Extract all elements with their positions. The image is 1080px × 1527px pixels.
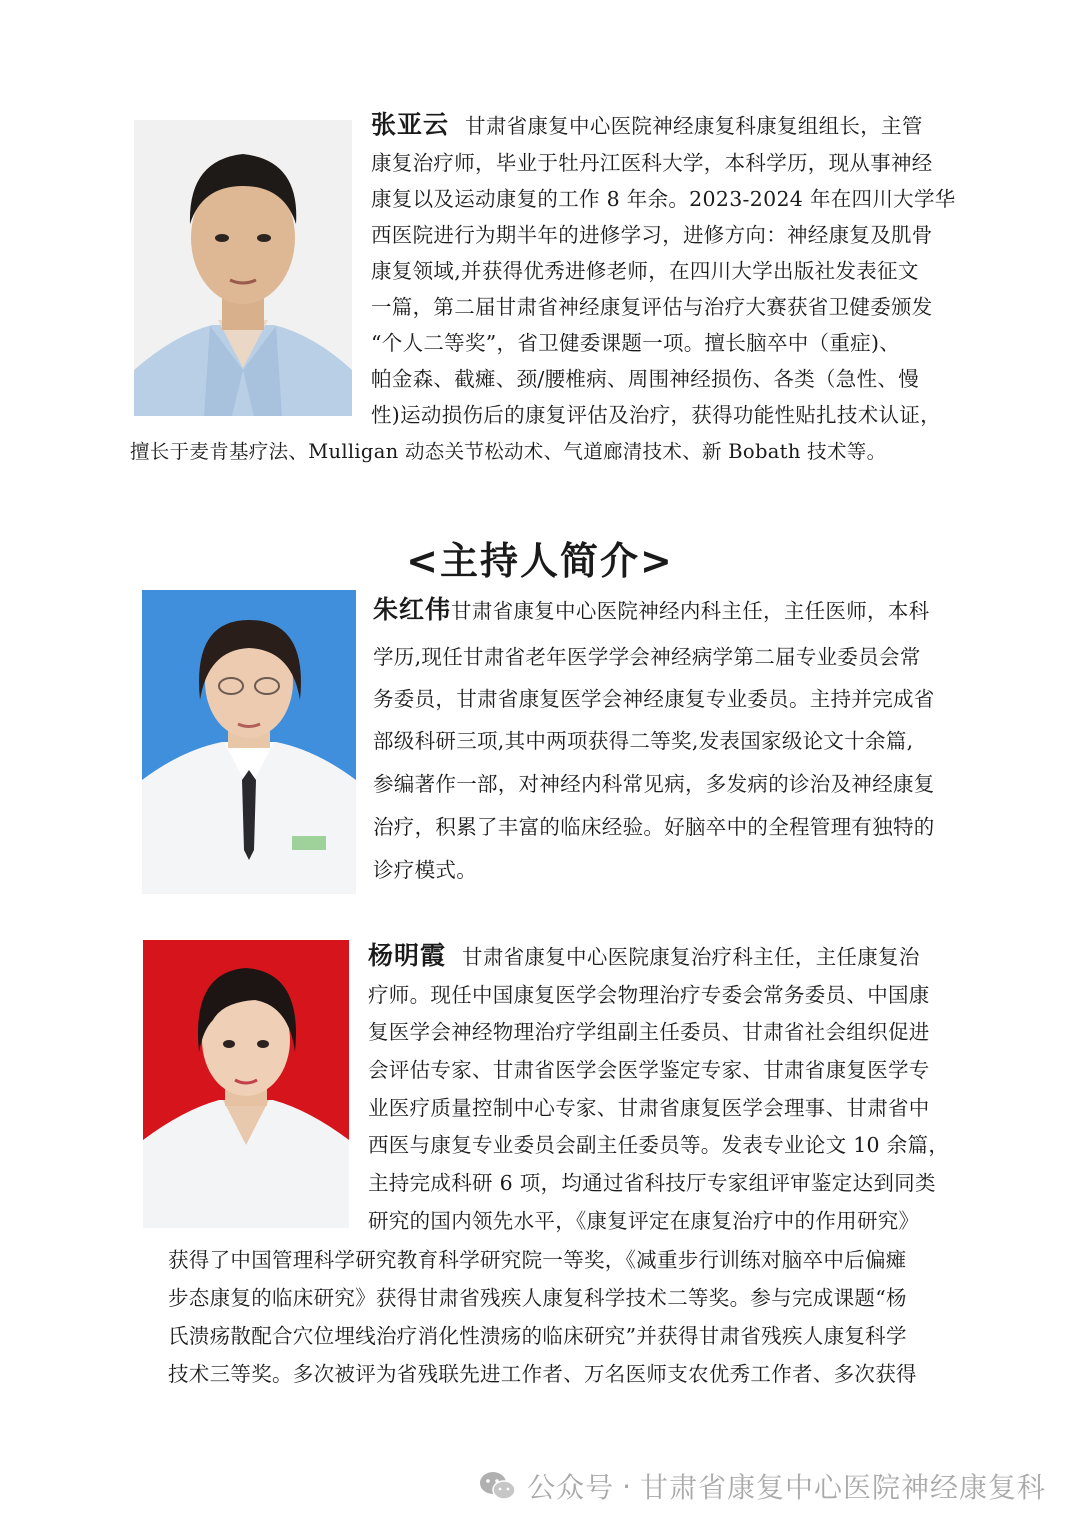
- watermark-label: 公众号: [527, 1471, 615, 1504]
- bio-yang-line-3: 复医学会神经物理治疗学组副主任委员、甘肃省社会组织促进: [368, 1020, 930, 1044]
- bio-zhu-line-4: 部级科研三项,其中两项获得二等奖,发表国家级论文十余篇,: [373, 729, 914, 753]
- portrait-photo-zhu: [142, 590, 356, 894]
- portrait-yang-graphic: [143, 940, 349, 1228]
- person-name-zhu: 朱红伟: [373, 595, 452, 624]
- bio-yang-line-4: 会评估专家、甘肃省医学会医学鉴定专家、甘肃省康复医学专: [368, 1058, 930, 1082]
- bio-yang-line-9: 获得了中国管理科学研究教育科学研究院一等奖，《减重步行训练对脑卒中后偏瘫: [168, 1248, 907, 1272]
- bio-yang-line-2: 疗师。现任中国康复医学会物理治疗专委会常务委员、中国康: [368, 983, 930, 1007]
- bio-zhang-line-7: “个人二等奖”，省卫健委课题一项。擅长脑卒中（重症)、: [371, 331, 901, 355]
- bio-zhang-line-5: 康复领域,并获得优秀进修老师，在四川大学出版社发表征文: [371, 259, 919, 283]
- bio-zhang-line-1: [371, 112, 923, 137]
- wechat-account-watermark: [479, 1466, 1046, 1506]
- person-name-yang: 杨明霞: [368, 941, 447, 970]
- bio-zhang-line-2: 康复治疗师，毕业于牡丹江医科大学，本科学历，现从事神经: [371, 151, 933, 175]
- bio-zhang-line-10: 擅长于麦肯基疗法、Mulligan 动态关节松动术、气道廊清技术、新 Bobath 技术等。: [130, 440, 887, 463]
- section-title: <主持人简介>: [406, 539, 674, 583]
- bio-yang-line-5: 业医疗质量控制中心专家、甘肃省康复医学会理事、甘肃省中: [368, 1096, 930, 1120]
- portrait-photo-zhang: [134, 120, 352, 416]
- bio-zhu-line-7: 诊疗模式。: [373, 858, 477, 882]
- bio-zhu-line-2: 学历,现任甘肃省老年医学学会神经病学第二届专业委员会常: [373, 645, 921, 669]
- bio-yang-line-10: 步态康复的临床研究》获得甘肃省残疾人康复科学技术二等奖。参与完成课题“杨: [168, 1286, 907, 1310]
- portrait-zhang-graphic: [134, 120, 352, 416]
- bio-zhu-line-1: [373, 597, 929, 622]
- watermark-account-name: 甘肃省康复中心医院神经康复科: [639, 1471, 1046, 1504]
- bio-zhang-line-3: 康复以及运动康复的工作 8 年余。2023-2024 年在四川大学华: [371, 187, 956, 211]
- portrait-zhu-graphic: [142, 590, 356, 894]
- bio-yang-line-7: 主持完成科研 6 项，均通过省科技厅专家组评审鉴定达到同类: [368, 1171, 936, 1195]
- bio-zhu-line-5: 参编著作一部，对神经内科常见病，多发病的诊治及神经康复: [373, 772, 935, 796]
- bio-zhang-line-6: 一篇，第二届甘肃省神经康复评估与治疗大赛获省卫健委颁发: [371, 295, 933, 319]
- bio-yang-line-12: 技术三等奖。多次被评为省残联先进工作者、万名医师支农优秀工作者、多次获得: [168, 1362, 917, 1386]
- bio-yang-line-6: 西医与康复专业委员会副主任委员等。发表专业论文 10 余篇，: [368, 1133, 950, 1157]
- bio-text: 甘肃省康复中心医院康复治疗科主任，主任康复治: [462, 945, 920, 969]
- bio-zhu-line-6: 治疗，积累了丰富的临床经验。好脑卒中的全程管理有独特的: [373, 815, 935, 839]
- bio-zhu-line-3: 务委员，甘肃省康复医学会神经康复专业委员。主持并完成省: [373, 687, 935, 711]
- watermark-separator: ·: [622, 1469, 632, 1503]
- bio-yang-line-8: 研究的国内领先水平，《康复评定在康复治疗中的作用研究》: [368, 1209, 920, 1233]
- person-name-zhang: 张亚云: [371, 110, 450, 139]
- bio-yang-line-11: 氏溃疡散配合穴位埋线治疗消化性溃疡的临床研究”并获得甘肃省残疾人康复科学: [168, 1324, 907, 1348]
- bio-zhang-line-9: 性)运动损伤后的康复评估及治疗，获得功能性贴扎技术认证，: [371, 403, 941, 427]
- bio-text: 甘肃省康复中心医院神经内科主任，主任医师，本科: [451, 599, 930, 623]
- wechat-icon: [479, 1470, 517, 1502]
- bio-zhang-line-4: 西医院进行为期半年的进修学习，进修方向：神经康复及肌骨: [371, 223, 933, 247]
- portrait-photo-yang: [143, 940, 349, 1228]
- bio-zhang-line-8: 帕金森、截瘫、颈/腰椎病、周围神经损伤、各类（急性、慢: [371, 367, 920, 391]
- bio-yang-line-1: [368, 943, 920, 968]
- bio-text: 甘肃省康复中心医院神经康复科康复组组长，主管: [465, 114, 923, 138]
